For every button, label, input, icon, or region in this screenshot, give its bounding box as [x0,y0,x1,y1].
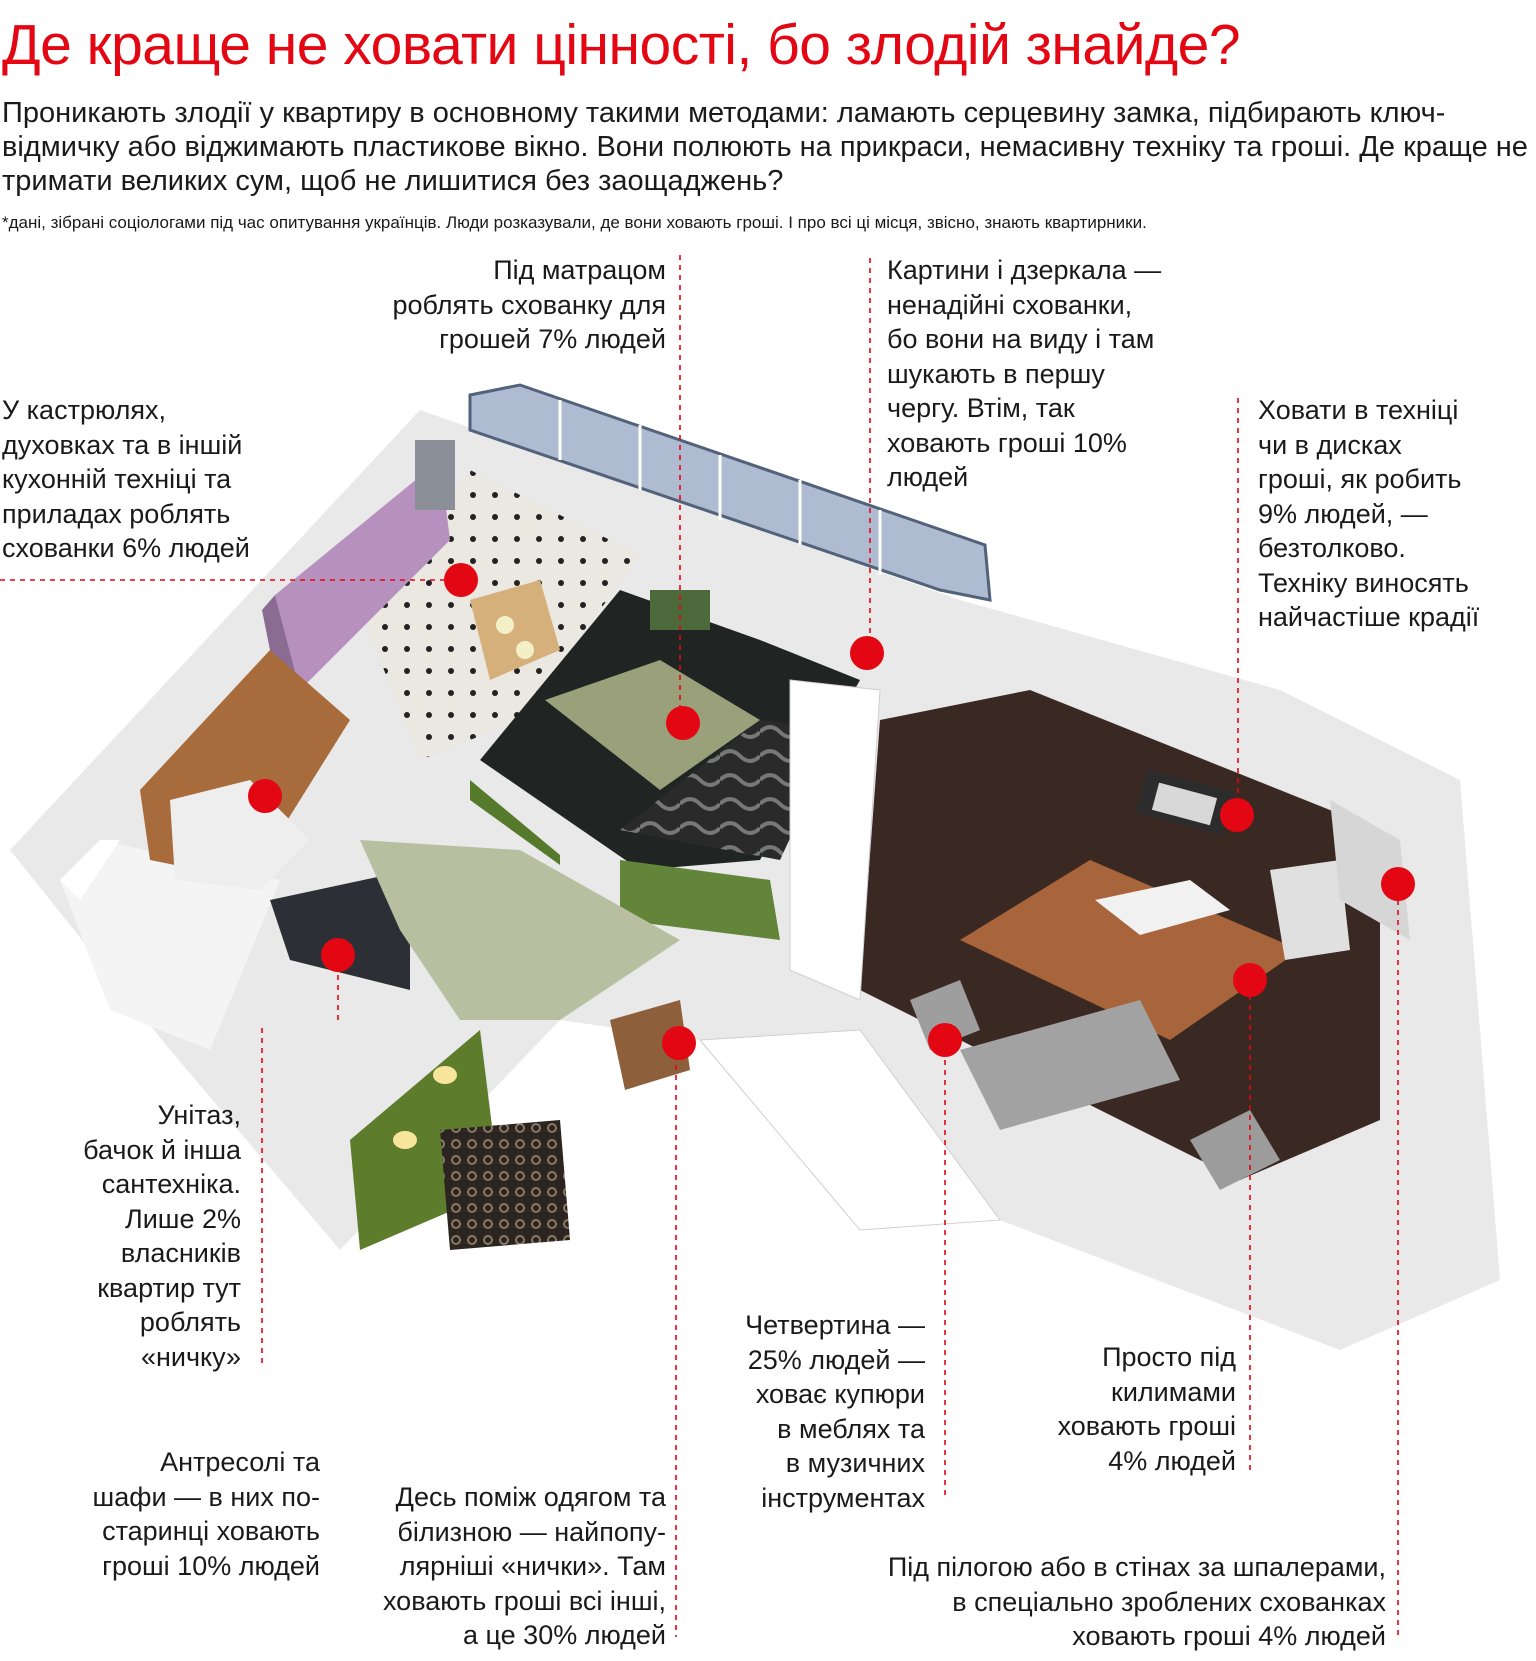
caption-clothes: Десь поміж одягом та білизною — найпопу- лярніші «нички». Там ховають гроші всі інші, а це 30% людей [382,1482,666,1650]
marker-bathroom [248,779,282,813]
marker-electronics [1220,798,1254,832]
marker-carpets [1233,963,1267,997]
marker-furniture [928,1023,962,1057]
caption-mattress: Під матрацом роблять схованку для грошей 7% людей [392,255,666,354]
caption-floor: Під пілогою або в стінах за шпалерами, в спеціально зроблених схованках ховають гроші 4% людей [887,1552,1386,1651]
caption-carpets: Просто під килимами ховають гроші 4% людей [1057,1342,1236,1476]
marker-paintings [850,636,884,670]
caption-mezzanine: Антресолі та шафи — в них по- старинці ховають гроші 10% людей [92,1447,320,1581]
caption-furniture: Четвертина — 25% людей — ховає купюри в меблях та в музичних інструментах [745,1310,925,1513]
page-title: Де краще не ховати цінності, бо злодій знайде? [2,13,1241,77]
footnote: *дані, зібрані соціологами під час опитування українців. Люди розказували, де вони ховають гроші. І про всі ці місця, звісно, знають квартирники. [2,213,1147,232]
marker-clothes [662,1026,696,1060]
caption-paintings: Картини і дзеркала — ненадійні схованки, бо вони на виду і там шукають в першу чергу. Втім, так ховають гроші 10% людей [887,255,1162,492]
marker-floor [1381,867,1415,901]
intro-text: Проникають злодії у квартиру в основному такими методами: ламають серцевину замка, підбирають ключ-відмичку або віджимають пластикове вікно. Вони полюють на прикраси, немасивну техніку та гроші. Де краще не тримати великих сум, щоб не лишитися без заощаджень? [2,97,1528,197]
caption-electronics: Ховати в техніці чи в дисках гроші, як робить 9% людей, — безтолково. Техніку виносять найчастіше крадії [1258,395,1480,632]
caption-toilet: Унітаз, бачок й інша сантехніка. Лише 2% власників квартир тут роблять «ничку» [83,1100,241,1372]
marker-mattress [666,706,700,740]
marker-kitchen [444,563,478,597]
caption-kitchen: У кастрюлях, духовках та в іншій кухонній техніці та приладах роблять схованки 6% людей [2,395,250,563]
marker-mezzanine [321,938,355,972]
